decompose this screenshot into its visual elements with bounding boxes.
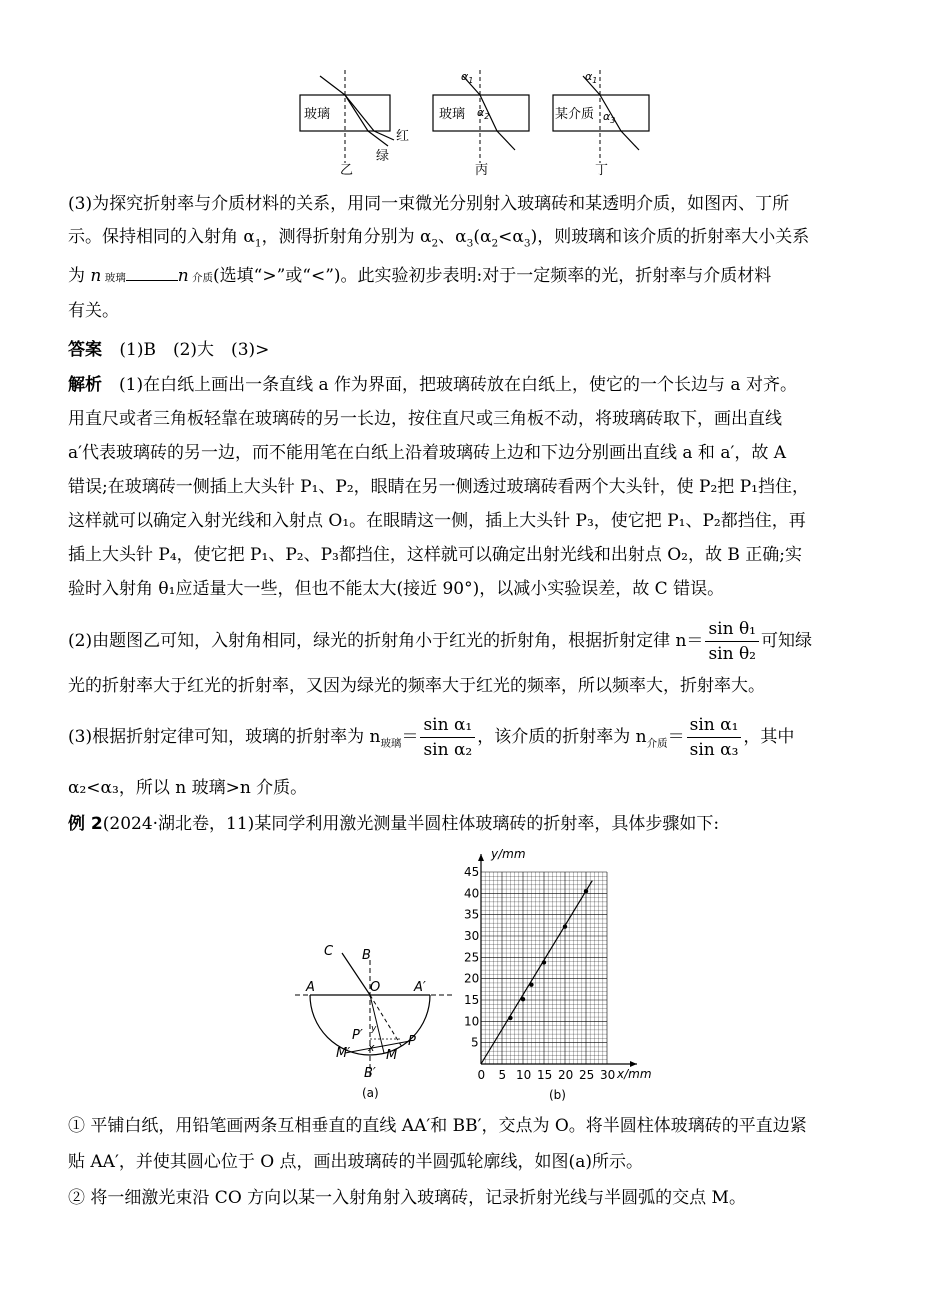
chart-ylabel: y/mm: [491, 847, 526, 861]
example-2: [68, 808, 883, 841]
analysis: [68, 368, 883, 606]
medium-index-fraction: $\frac{\text{sin α₁}}{\text{sin α₃}}$: [687, 713, 742, 762]
label-A: A: [306, 980, 315, 995]
bing-alpha2: α: [477, 106, 485, 119]
chart-grid: [481, 872, 607, 1064]
ding-caption: 丁: [595, 163, 609, 178]
analysis-line-5: 这样就可以确定入射光线和入射点 O₁。在眼睛这一侧，插上大头针 P₃，使它把 P₁、P₂都挡住，再: [68, 511, 806, 531]
analysis-part-3-line-2: α₂<α₃，所以 n 玻璃>n 介质。: [68, 778, 308, 799]
yi-medium-label: 玻璃: [304, 107, 331, 122]
bing-medium-label: 玻璃: [439, 107, 466, 122]
label-M-prime: M′: [336, 1046, 351, 1061]
ding-alpha3: α: [603, 110, 611, 123]
label-O: O: [370, 980, 381, 995]
data-point: [563, 924, 567, 928]
steps: [68, 1108, 883, 1216]
label-y: y: [371, 1024, 377, 1034]
analysis-line-7: 验时入射角 θ₁应适量大一些，但也不能太大(接近 90°)，以减小实验误差，故 C 错误。: [68, 579, 725, 599]
analysis-part-2-line-2: 光的折射率大于红光的折射率，又因为绿光的频率大于红光的频率，所以频率大，折射率大。: [68, 676, 765, 696]
label-B: B: [362, 948, 371, 963]
x-tick-label: 25: [579, 1068, 595, 1082]
q3-line-2: 示。保持相同的入射角 $\alpha_1$，测得折射角分别为 $\alpha_2$、$\alpha_3(\alpha_2<\alpha_3)$，则玻璃和该介质的折射率大小关系: [68, 227, 810, 250]
figure-ding: [545, 68, 665, 180]
x-tick-label: 20: [558, 1068, 574, 1082]
svg-text:α1: [585, 70, 597, 85]
data-point: [542, 960, 546, 964]
analysis-line-4: 错误;在玻璃砖一侧插上大头针 P₁、P₂，眼睛在另一侧透过玻璃砖看两个大头针，使 P₂把 P₁挡住，: [68, 477, 809, 497]
figure-b-caption: (b): [549, 1088, 566, 1102]
svg-text:α2: [477, 106, 489, 121]
y-tick-label: 15: [464, 993, 480, 1007]
ding-alpha1: α: [585, 70, 593, 83]
analysis-line-1: (1)在白纸上画出一条直线 a 作为界面，把玻璃砖放在白纸上，使它的一个长边与 a 对齐。: [119, 375, 797, 395]
x-tick-label: 0: [477, 1068, 486, 1082]
figure-bing: [425, 68, 545, 180]
yi-red-label: 红: [396, 129, 410, 144]
label-M: M: [386, 1048, 398, 1063]
x-tick-label: 30: [600, 1068, 616, 1082]
label-x: x: [368, 1041, 375, 1054]
x-tick-label: 10: [516, 1068, 532, 1082]
svg-text:α3: [603, 110, 615, 125]
y-tick-label: 20: [464, 971, 480, 986]
label-C: C: [324, 944, 334, 959]
step-1-line-2: 贴 AA′，并使其圆心位于 O 点，画出玻璃砖的半圆弧轮廓线，如图(a)所示。: [68, 1152, 643, 1172]
y-tick-label: 10: [464, 1014, 480, 1029]
example-2-text: (2024·湖北卷，11)某同学利用激光测量半圆柱体玻璃砖的折射率，具体步骤如下:: [102, 814, 720, 834]
analysis-line-6: 插上大头针 P₄，使它把 P₁、P₂、P₃都挡住，这样就可以确定出射光线和出射点 O₂，故 B 正确;实: [68, 545, 803, 565]
svg-text:α1: [461, 70, 473, 85]
bing-alpha2-sub: 2: [484, 112, 490, 121]
snell-fraction: $\frac{\text{sin θ₁}}{\text{sin θ₂}}$: [705, 617, 759, 666]
y-tick-label: 35: [464, 907, 480, 922]
q3-line-4: 有关。: [68, 301, 119, 322]
analysis-label: 解析: [68, 375, 102, 395]
answer-label: 答案: [68, 340, 102, 360]
answer-blank[interactable]: [126, 264, 178, 281]
ding-medium-label: 某介质: [555, 107, 595, 122]
analysis-part-2: (2)由题图乙可知，入射角相同，绿光的折射角小于红光的折射角，根据折射定律 n＝ $\frac{\text{sin θ₁}}{\text{sin θ₂}}$ 可知绿 光的折射率大于红光的折射率，又因为绿光的频率大于红光的频率，所以频率大，折射率大。: [68, 614, 883, 704]
answer-text: (1)B (2)大 (3)>: [119, 340, 270, 360]
data-point: [508, 1016, 512, 1020]
label-B-prime: B′: [364, 1066, 376, 1081]
label-P-prime: P′: [352, 1028, 363, 1043]
bing-alpha1-sub: 1: [468, 76, 474, 85]
yi-caption: 乙: [340, 163, 354, 178]
example-2-label: 例 2: [68, 814, 103, 834]
y-tick-label: 30: [464, 929, 480, 943]
data-point: [584, 889, 588, 893]
analysis-line-3: a′代表玻璃砖的另一边，而不能用笔在白纸上沿着玻璃砖上边和下边分别画出直线 a 和 a′，故 A: [68, 443, 787, 463]
label-P: P: [408, 1034, 416, 1049]
figure-yi: [290, 68, 420, 180]
chart-xlabel: x/mm: [617, 1067, 652, 1081]
y-tick-label: 45: [464, 865, 480, 879]
answer: [68, 334, 883, 367]
ding-alpha1-sub: 1: [592, 76, 598, 85]
figure-b-chart: [455, 842, 675, 1107]
data-point: [521, 997, 525, 1001]
y-tick-label: 5: [471, 1035, 479, 1050]
y-tick-label: 25: [464, 950, 480, 965]
bing-caption: 丙: [475, 163, 489, 178]
q3-line-1: (3)为探究折射率与介质材料的关系，用同一束微光分别射入玻璃砖和某透明介质，如图丙、丁所: [68, 194, 790, 214]
y-axis-arrow: [478, 854, 484, 861]
q3-line-3: 为 n 玻璃 n 介质(选填“>”或“<”)。此实验初步表明:对于一定频率的光，折射率与介质材料: [68, 266, 772, 287]
y-tick-label: 40: [464, 886, 480, 901]
analysis-line-2: 用直尺或者三角板轻靠在玻璃砖的另一长边，按住直尺或三角板不动，将玻璃砖取下，画出直线: [68, 409, 782, 429]
figure-a-caption: (a): [362, 1086, 379, 1100]
analysis-part-3: (3)根据折射定律可知，玻璃的折射率为 $n_{玻璃}=$ $\frac{\text{sin α₁}}{\text{sin α₂}}$ ，该介质的折射率为 $n_{介质}=$ $\frac{\text{sin α₁}}{\text{sin α₃}}$ ，其中 α₂<α₃，所以 n 玻璃>n 介质。: [68, 710, 883, 806]
label-A-prime: A′: [414, 980, 426, 995]
step-2: ② 将一细激光束沿 CO 方向以某一入射角射入玻璃砖，记录折射光线与半圆弧的交点 M。: [68, 1188, 746, 1208]
question-3: [68, 188, 883, 328]
bing-alpha1: α: [461, 70, 469, 83]
x-tick-label: 15: [537, 1068, 553, 1082]
glass-index-fraction: $\frac{\text{sin α₁}}{\text{sin α₂}}$: [420, 713, 475, 762]
yi-green-label: 绿: [376, 149, 390, 164]
data-point: [529, 982, 533, 986]
step-1-line-1: ① 平铺白纸，用铅笔画两条互相垂直的直线 AA′和 BB′，交点为 O。将半圆柱体玻璃砖的平直边紧: [68, 1116, 807, 1136]
x-tick-label: 5: [498, 1068, 507, 1082]
figure-a: [290, 935, 460, 1105]
ding-alpha3-sub: 3: [610, 116, 616, 125]
